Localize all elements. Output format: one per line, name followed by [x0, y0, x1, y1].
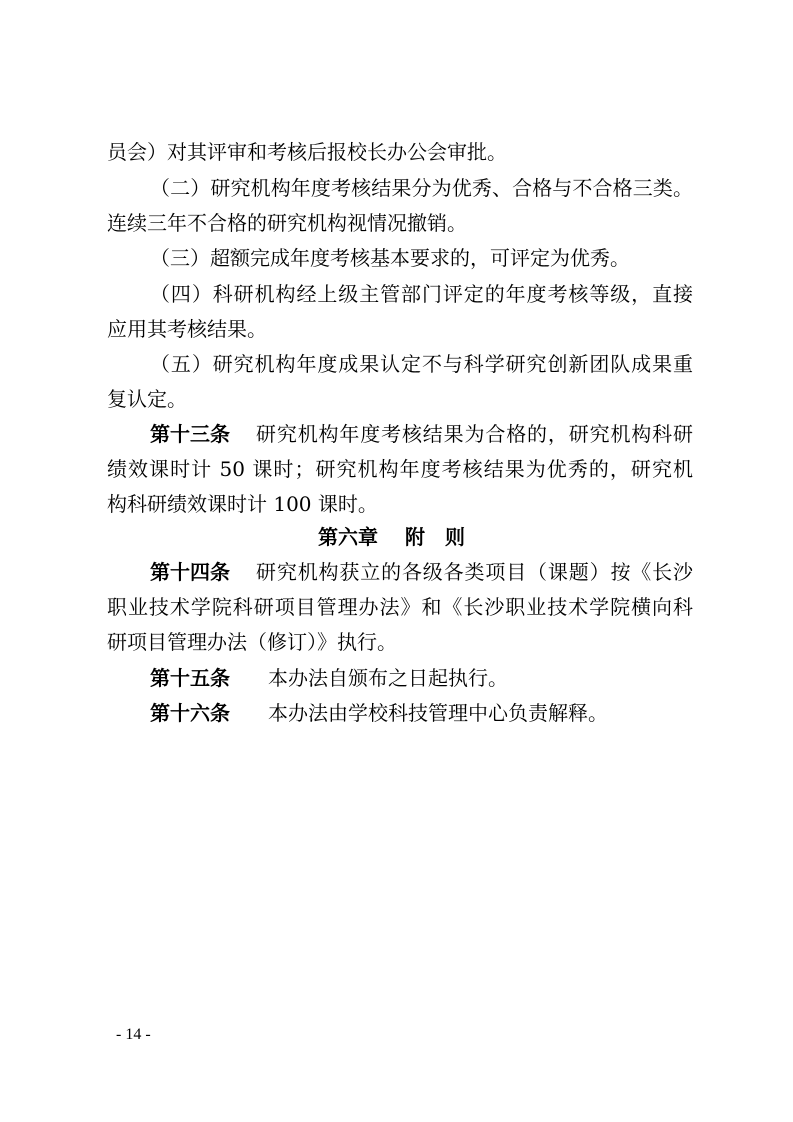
paragraph-line: 研项目管理办法（修订）》执行。 — [107, 630, 397, 654]
article-title: 第十三条 — [150, 422, 230, 446]
paragraph-line: 构科研绩效课时计 100 课时。 — [107, 492, 378, 516]
paragraph-line: 本办法自颁布之日起执行。 — [268, 666, 508, 690]
article-title: 第十四条 — [150, 560, 230, 584]
article-title: 第十五条 — [150, 666, 230, 690]
paragraph-line: （三）超额完成年度考核基本要求的，可评定为优秀。 — [150, 246, 630, 270]
paragraph-line: 应用其考核结果。 — [107, 317, 267, 341]
paragraph-line: （二）研究机构年度考核结果分为优秀、合格与不合格三类。 — [150, 176, 693, 200]
paragraph-line: 复认定。 — [107, 387, 187, 411]
paragraph-line: 员会）对其评审和考核后报校长办公会审批。 — [107, 140, 507, 164]
paragraph-line: 连续三年不合格的研究机构视情况撤销。 — [107, 211, 467, 235]
chapter-heading: 第六章 附 则 — [318, 525, 465, 549]
paragraph-line: 研究机构获立的各级各类项目（课题）按《长沙 — [256, 560, 693, 584]
paragraph-line: 绩效课时计 50 课时；研究机构年度考核结果为优秀的，研究机 — [107, 457, 693, 481]
article-title: 第十六条 — [150, 701, 230, 725]
paragraph-line: 职业技术学院科研项目管理办法》和《长沙职业技术学院横向科 — [107, 595, 693, 619]
paragraph-line: 研究机构年度考核结果为合格的，研究机构科研 — [256, 422, 693, 446]
page-number: - 14 - — [116, 1026, 151, 1043]
paragraph-line: （五）研究机构年度成果认定不与科学研究创新团队成果重 — [150, 352, 693, 376]
paragraph-line: （四）科研机构经上级主管部门评定的年度考核等级，直接 — [150, 282, 693, 306]
paragraph-line: 本办法由学校科技管理中心负责解释。 — [268, 701, 608, 725]
